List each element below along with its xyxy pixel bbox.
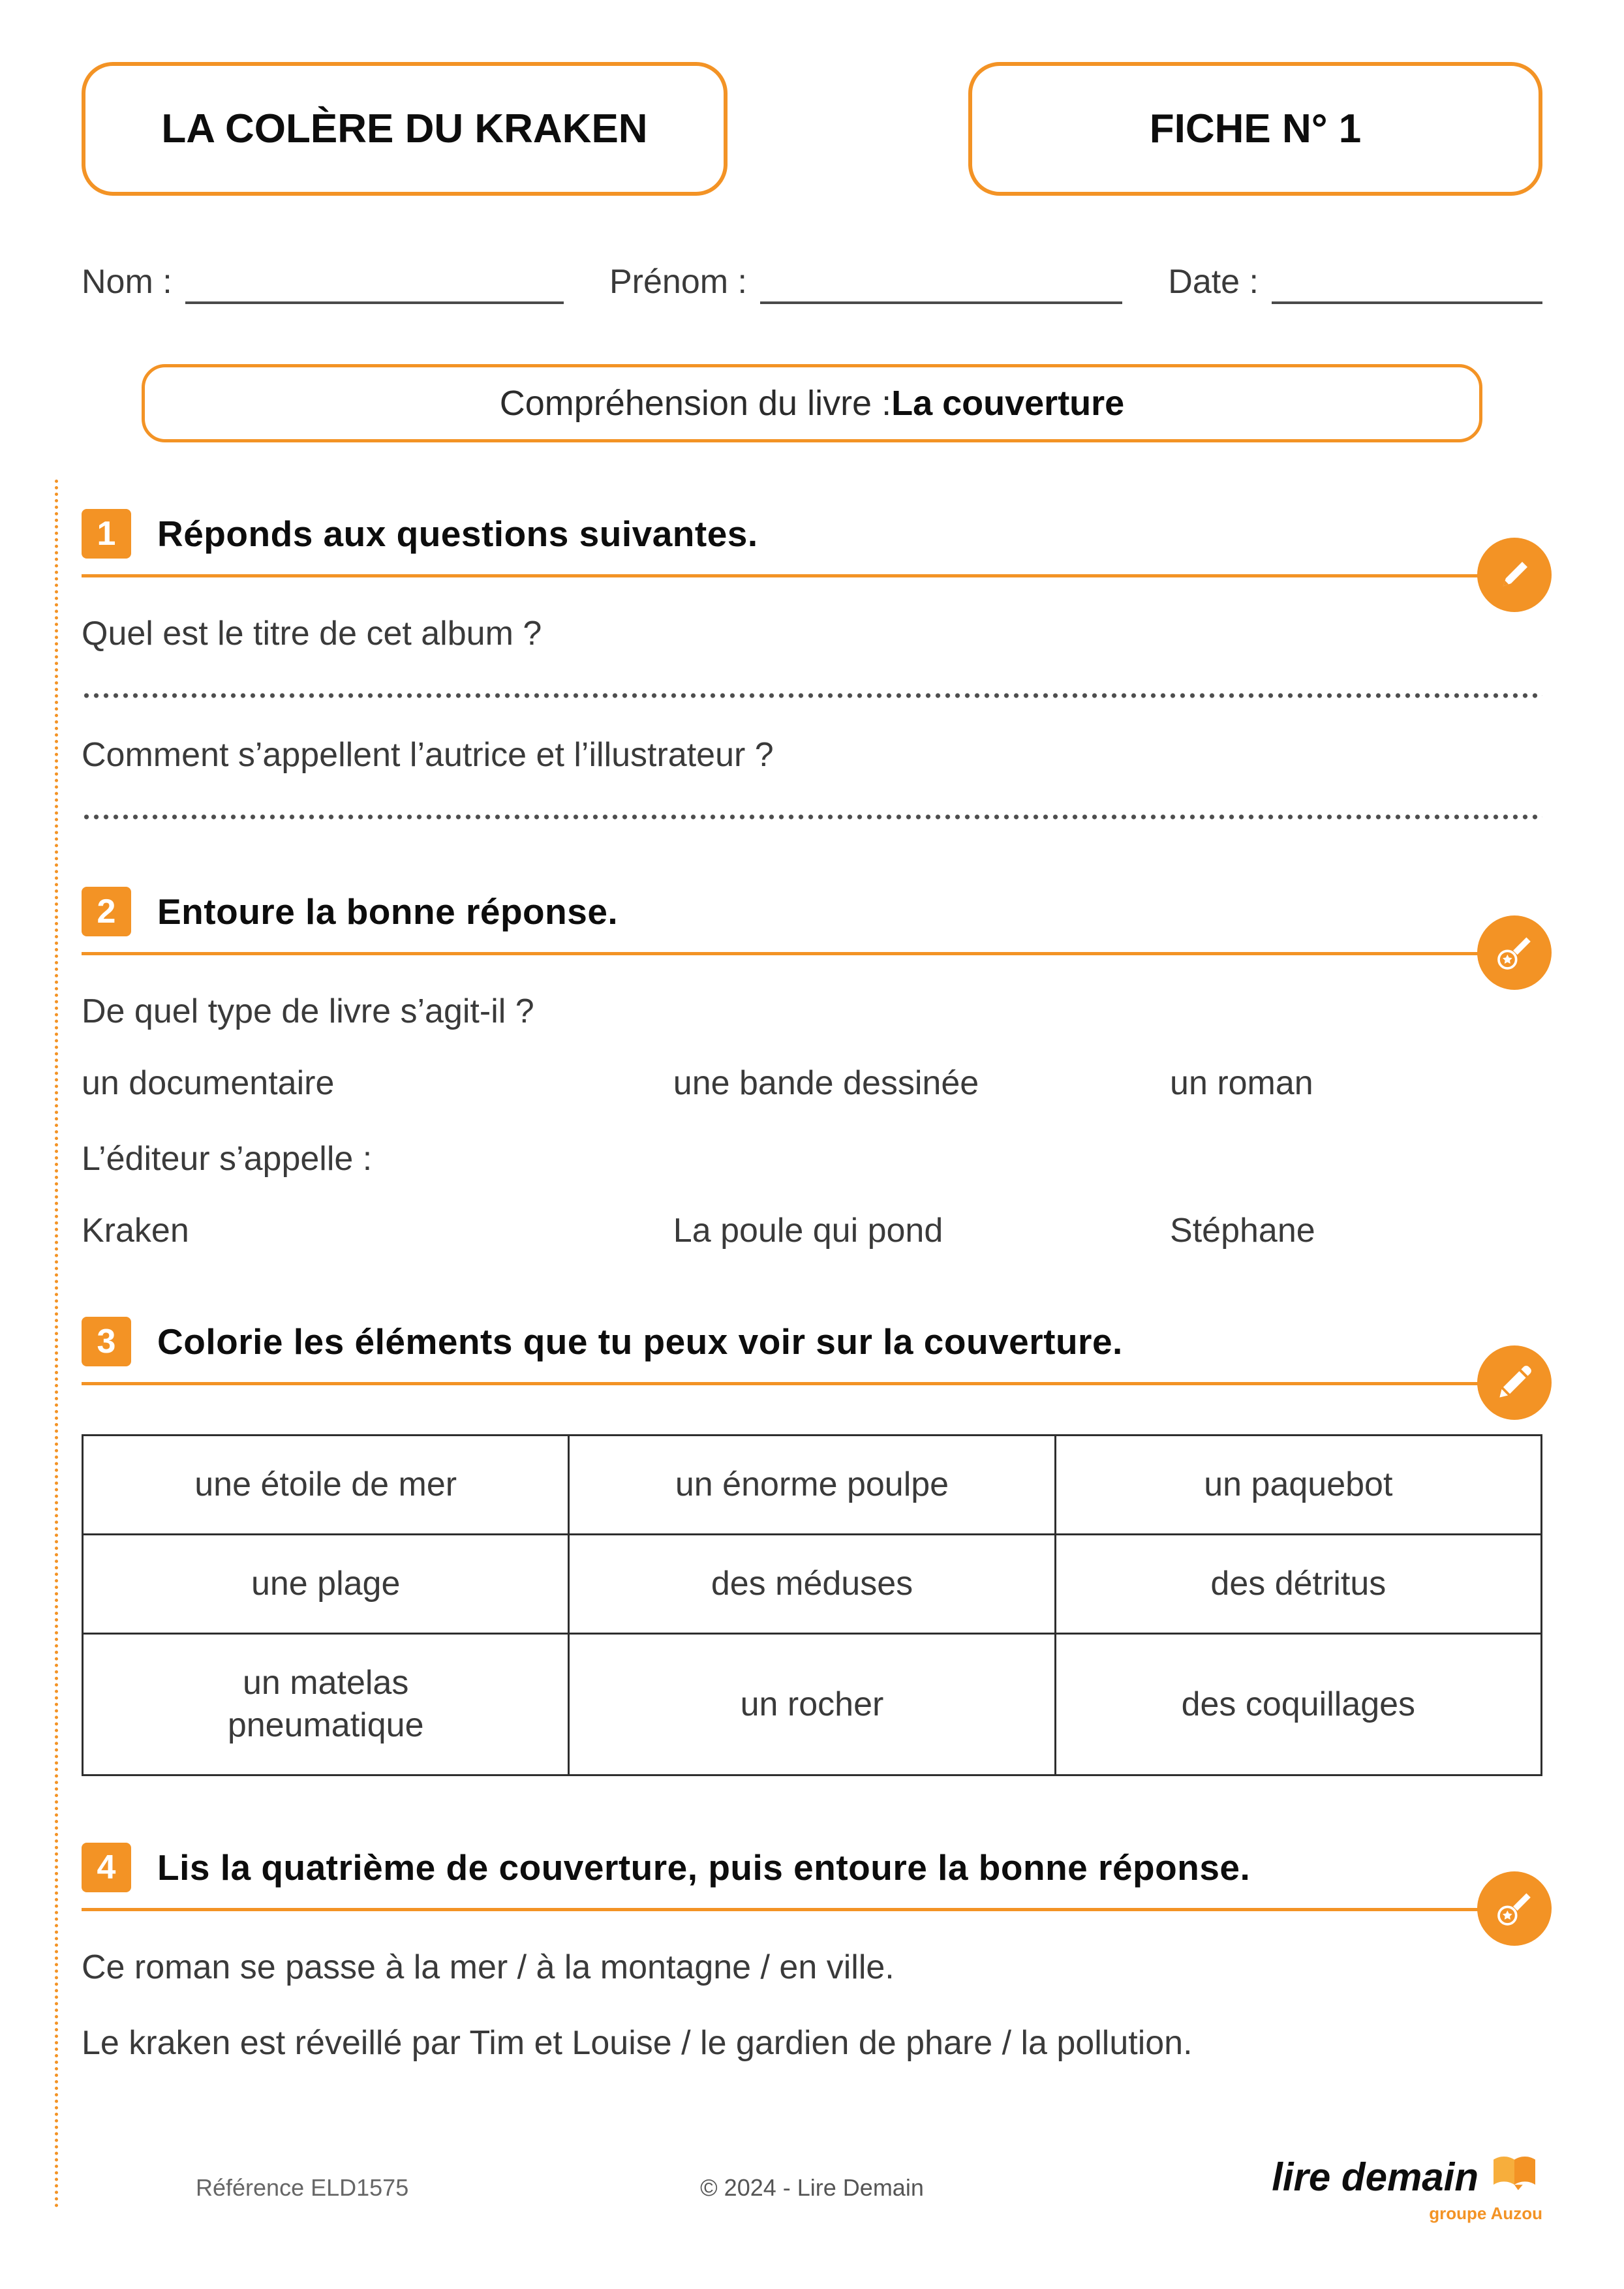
subtitle-prefix: Compréhension du livre :: [499, 384, 892, 423]
reference-text: Référence ELD1575: [196, 2174, 409, 2201]
circle-star-pen-icon: [1477, 915, 1552, 990]
fiche-number: FICHE N° 1: [1149, 106, 1362, 151]
table-cell: [569, 1436, 1055, 1535]
nom-field: [82, 262, 564, 304]
table-cell: [1055, 1436, 1541, 1535]
nom-label: Nom :: [82, 263, 172, 301]
header: [82, 62, 1542, 196]
prenom-blank-line: [760, 269, 1122, 304]
prenom-label: Prénom :: [609, 263, 747, 301]
section-1: [82, 509, 1542, 820]
section-2-number: 2: [82, 887, 131, 936]
option-item: Stéphane: [1170, 1212, 1315, 1250]
date-blank-line: [1272, 269, 1542, 304]
publisher-logo: [1272, 2151, 1542, 2224]
option-item: La poule qui pond: [673, 1212, 943, 1250]
answer-dotted-line: [82, 692, 1542, 699]
coloring-table: [82, 1434, 1542, 1776]
table-cell: [83, 1634, 569, 1775]
prenom-field: [609, 262, 1122, 304]
section-3-title: Colorie les éléments que tu peux voir sur la couverture.: [157, 1321, 1123, 1362]
section-2-header: [82, 887, 1542, 955]
section-1-number: 1: [82, 509, 131, 559]
date-field: [1168, 262, 1542, 304]
question-text: Quel est le titre de cet album ?: [82, 615, 542, 653]
section-2: [82, 887, 1542, 1250]
section-4: [82, 1843, 1542, 2063]
question-text: De quel type de livre s’agit-il ?: [82, 992, 534, 1030]
cell-text: des détritus: [1210, 1565, 1387, 1603]
question-text: L’éditeur s’appelle :: [82, 1140, 373, 1178]
section-4-number: 4: [82, 1843, 131, 1892]
options-row: [82, 1064, 1542, 1103]
table-cell: [569, 1634, 1055, 1775]
table-cell: [83, 1535, 569, 1634]
circle-star-pen-icon: [1477, 1871, 1552, 1946]
table-cell: [1055, 1535, 1541, 1634]
logo-subtext: groupe Auzou: [1429, 2204, 1542, 2223]
option-item: un documentaire: [82, 1064, 335, 1102]
section-3-header: [82, 1317, 1542, 1385]
section-4-title: Lis la quatrième de couverture, puis entoure la bonne réponse.: [157, 1847, 1251, 1888]
date-label: Date :: [1168, 263, 1259, 301]
table-cell: [83, 1436, 569, 1535]
sentence-choice: Le kraken est réveillé par Tim et Louise / le gardien de phare / la pollution.: [82, 2024, 1193, 2062]
table-row: [83, 1634, 1542, 1775]
option-item: un roman: [1170, 1064, 1313, 1102]
section-1-title: Réponds aux questions suivantes.: [157, 514, 758, 554]
book-title: LA COLÈRE DU KRAKEN: [161, 106, 648, 151]
cell-text: un rocher: [740, 1685, 884, 1723]
options-row: [82, 1211, 1542, 1250]
left-margin-dotted-rule: [55, 480, 58, 2209]
section-3-number: 3: [82, 1317, 131, 1366]
table-row: [83, 1436, 1542, 1535]
question-text: Comment s’appellent l’autrice et l’illustrateur ?: [82, 736, 774, 774]
logo-text: lire demain: [1272, 2155, 1478, 2199]
fiche-number-box: [968, 62, 1542, 196]
copyright-text: © 2024 - Lire Demain: [700, 2174, 924, 2201]
cell-text: une étoile de mer: [194, 1466, 457, 1503]
option-item: Kraken: [82, 1212, 189, 1250]
sentence-choice: Ce roman se passe à la mer / à la montagne / en ville.: [82, 1948, 895, 1986]
subtitle-bold: La couverture: [891, 384, 1125, 423]
footer: [82, 2151, 1542, 2224]
section-3: [82, 1317, 1542, 1776]
cell-text: des méduses: [711, 1565, 913, 1603]
cell-text: des coquillages: [1181, 1685, 1416, 1723]
book-title-box: [82, 62, 728, 196]
table-cell: [569, 1535, 1055, 1634]
open-book-icon: [1486, 2151, 1542, 2202]
table-row: [83, 1535, 1542, 1634]
identity-row: [82, 262, 1542, 304]
nom-blank-line: [185, 269, 564, 304]
cell-text: un matelas pneumatique: [227, 1664, 424, 1744]
crayon-icon: [1477, 1345, 1552, 1420]
cell-text: un énorme poulpe: [675, 1466, 949, 1503]
logo-row: [1272, 2151, 1542, 2202]
cell-text: un paquebot: [1204, 1466, 1393, 1503]
answer-dotted-line: [82, 814, 1542, 820]
subtitle-box: [142, 364, 1482, 442]
fountain-pen-icon: [1477, 538, 1552, 612]
table-cell: [1055, 1634, 1541, 1775]
cell-text: une plage: [251, 1565, 401, 1603]
section-2-title: Entoure la bonne réponse.: [157, 891, 619, 932]
section-1-header: [82, 509, 1542, 577]
option-item: une bande dessinée: [673, 1064, 979, 1102]
section-4-header: [82, 1843, 1542, 1911]
